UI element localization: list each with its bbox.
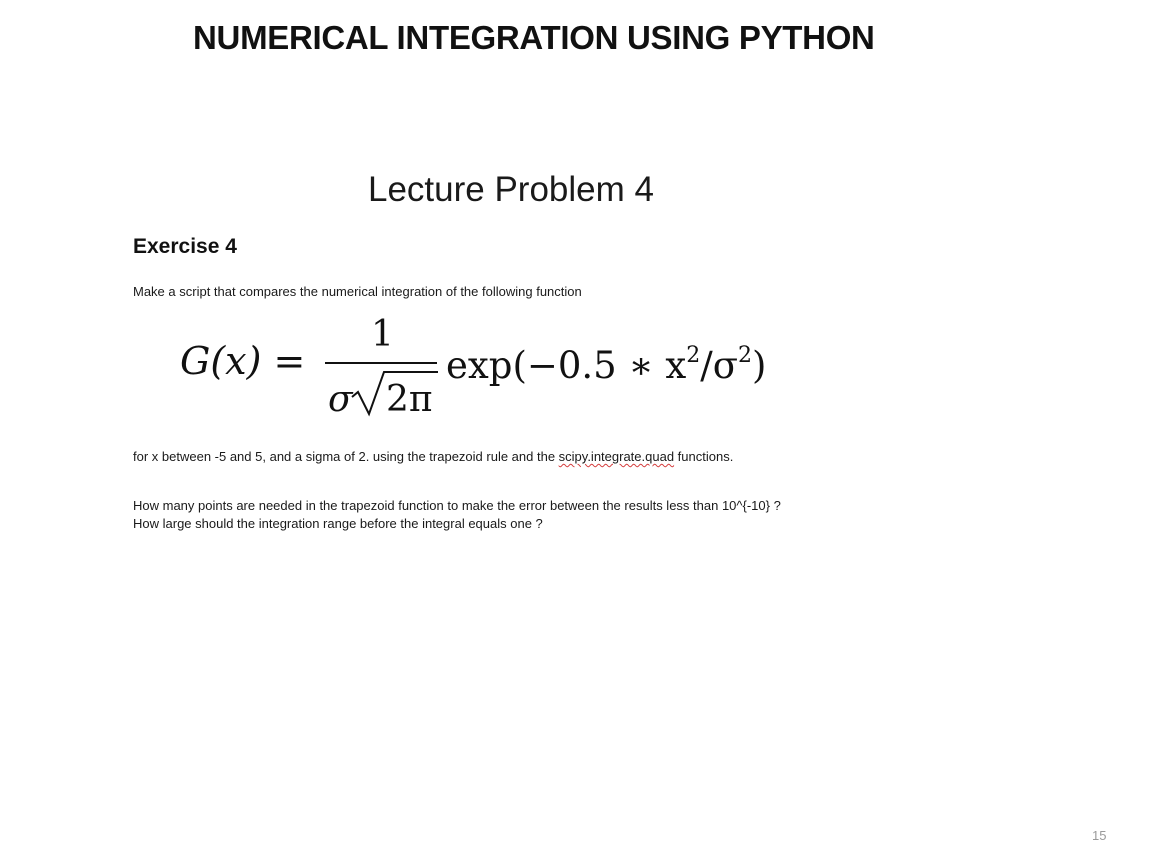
formula-rhs: exp(−0.5 ∗ $x^2/\sigma^2$) — [446, 343, 767, 387]
range-prefix: for x between -5 and 5, and a sigma of 2. using the trapezoid rule and the — [133, 449, 559, 464]
slide-title: NUMERICAL INTEGRATION USING PYTHON — [193, 19, 875, 56]
exercise-intro: Make a script that compares the numerical integration of the following function — [133, 284, 582, 299]
exercise-range-text — [133, 448, 733, 466]
formula-numerator: 1 — [371, 314, 394, 355]
formula-lhs: G(x) = — [180, 339, 306, 383]
scipy-function-name: scipy.integrate.quad — [558, 449, 675, 464]
gaussian-formula — [172, 308, 812, 428]
lecture-problem-title: Lecture Problem 4 — [368, 170, 654, 209]
formula-sigma: σ — [328, 379, 353, 420]
page-number: 15 — [1092, 828, 1107, 843]
formula-sqrt-content: 2π — [386, 379, 433, 420]
exercise-heading: Exercise 4 — [133, 235, 237, 258]
range-suffix: functions. — [674, 449, 734, 464]
formula-svg — [172, 308, 812, 428]
question-1: How many points are needed in the trapezoid function to make the error between the results less than 10^{-10} ? — [133, 498, 781, 513]
question-2: How large should the integration range before the integral equals one ? — [133, 516, 543, 531]
